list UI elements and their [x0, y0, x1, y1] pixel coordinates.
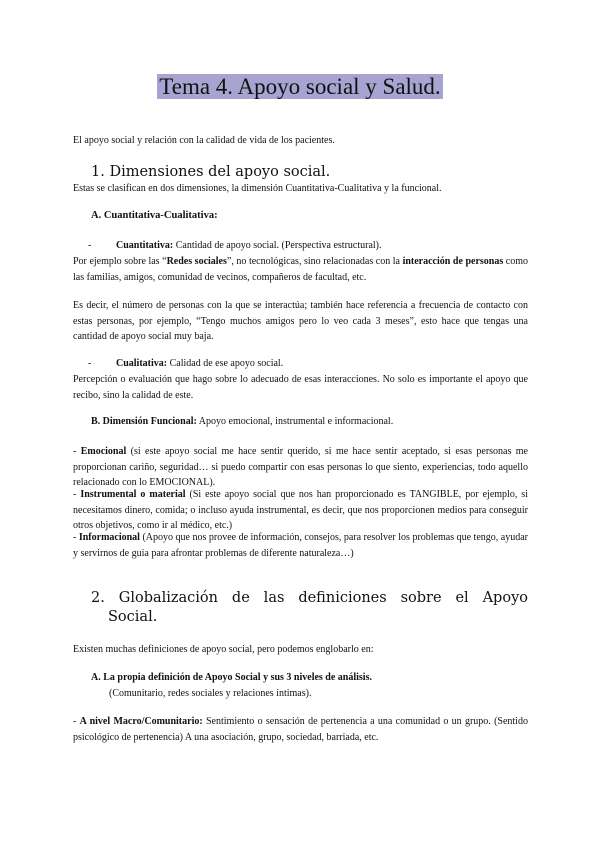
section1-lead: Estas se clasifican en dos dimensiones, la dimensión Cuantitativa-Cualitativa y la funcional. [73, 183, 442, 194]
section2-subA-note: (Comunitario, redes sociales y relaciones íntimas). [109, 688, 312, 699]
intro-text: El apoyo social y relación con la calidad de vida de los pacientes. [73, 135, 335, 146]
page-title: Tema 4. Apoyo social y Salud. [159, 74, 441, 99]
macro-item: - A nivel Macro/Comunitario: Sentimiento o sensación de pertenencia a una comunidad o un grupo. (Sentido psicológico de pertenencia) A una asociación, grupo, sociedad, barriada, etc. [73, 716, 528, 743]
paragraph-percepcion: Percepción o evaluación que hago sobre lo adecuado de esas interacciones. No solo es importante el apoyo que recibo, sino la calidad de este. [73, 374, 528, 401]
emocional-item: - Emocional (si este apoyo social me hace sentir querido, si me hace sentir aceptado, si esas personas me proporcionan cariño, seguridad… si puedo compartir con esas personas lo que siento, experiencias, todo aquello relacionado con lo EMOCIONAL). [73, 446, 528, 488]
section2-heading: 2. Globalización de las definiciones sobre el Apoyo Social. [91, 590, 528, 625]
cualitativa-item: - Cualitativa: Calidad de ese apoyo social. [88, 356, 528, 372]
section1-heading: 1. Dimensiones del apoyo social. [91, 164, 331, 180]
informacional-item: - Informacional (Apoyo que nos provee de información, consejos, para resolver los problemas que tengo, ayudar y servirnos de guía para afrontar problemas de diferente naturaleza…) [73, 532, 528, 559]
subsection-a-heading: A. Cuantitativa-Cualitativa: [91, 210, 218, 221]
subsection-b-heading: B. Dimensión Funcional: Apoyo emocional, instrumental e informacional. [91, 416, 394, 427]
dash-bullet: - [88, 240, 92, 251]
instrumental-item: - Instrumental o material (Si este apoyo social que nos han proporcionado es TANGIBLE, por ejemplo, si necesitamos dinero, comida; o incluso ayuda instrumental, es decir, que nos proporcionen medios para conseguir otros objetivos, como ir al médico, etc.) [73, 489, 528, 531]
paragraph-redes: Por ejemplo sobre las “Redes sociales”, no tecnológicas, sino relacionadas con la interacción de personas como las familias, amigos, comunidad de vecinos, compañeros de facultad, etc. [73, 256, 529, 283]
cuantitativa-item: - Cuantitativa: Cantidad de apoyo social. (Perspectiva estructural). [88, 238, 528, 254]
paragraph-numero: Es decir, el número de personas con la que se interactúa; también hace referencia a frecuencia de contacto con estas personas, por ejemplo, “Tengo muchos amigos pero lo veo cada 3 meses”, esto hace que tengas una cantidad de apoyo social muy baja. [73, 300, 528, 342]
dash-bullet: - [88, 358, 92, 369]
section2-lead: Existen muchas definiciones de apoyo social, pero podemos englobarlo en: [73, 644, 374, 655]
section2-subA-heading: A. La propia definición de Apoyo Social y sus 3 niveles de análisis. [91, 672, 372, 683]
